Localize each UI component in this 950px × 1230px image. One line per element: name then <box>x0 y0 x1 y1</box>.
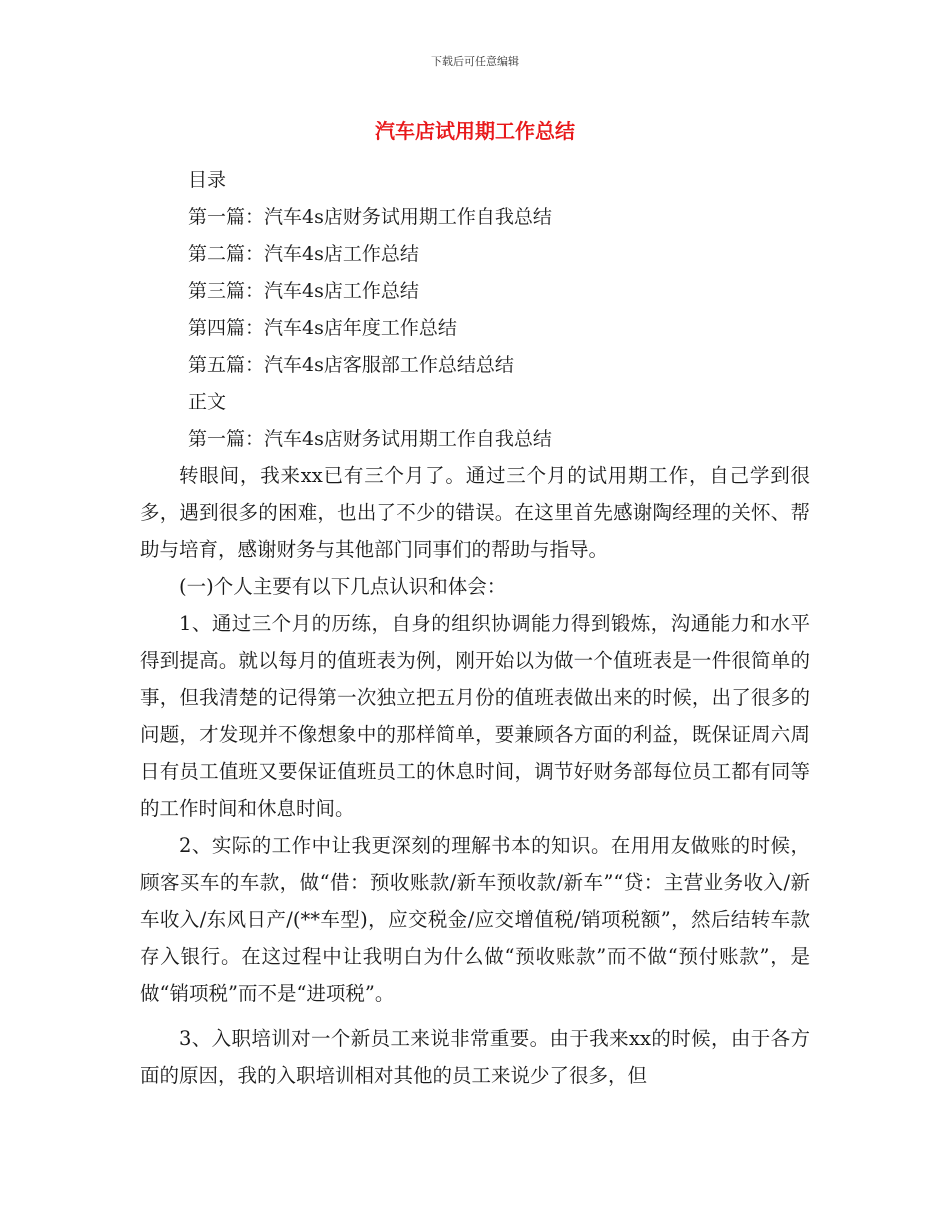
toc-item: 第二篇：汽车4s店工作总结 <box>188 243 419 265</box>
body-heading: 正文 <box>188 391 227 413</box>
toc-item: 第四篇：汽车4s店年度工作总结 <box>188 317 457 339</box>
toc-heading: 目录 <box>188 169 227 191</box>
toc-item: 第一篇：汽车4s店财务试用期工作自我总结 <box>188 206 552 228</box>
article-body <box>140 457 810 1094</box>
toc-item: 第三篇：汽车4s店工作总结 <box>188 280 419 302</box>
table-of-contents <box>188 162 552 458</box>
article-heading: 第一篇：汽车4s店财务试用期工作自我总结 <box>188 428 552 450</box>
paragraph: 3、入职培训对一个新员工来说非常重要。由于我来xx的时候，由于各方面的原因，我的入职培训相对其他的员工来说少了很多，但 <box>140 1027 810 1087</box>
document-title: 汽车店试用期工作总结 <box>375 119 575 143</box>
toc-item: 第五篇：汽车4s店客服部工作总结总结 <box>188 354 514 376</box>
paragraph: (一)个人主要有以下几点认识和体会： <box>179 575 507 598</box>
paragraph: 转眼间，我来xx已有三个月了。通过三个月的试用期工作，自己学到很多，遇到很多的困难，也出了不少的错误。在这里首先感谢陶经理的关怀、帮助与培育，感谢财务与其他部门同事们的帮助与指导。 <box>140 464 810 561</box>
header-note: 下载后可任意编辑 <box>431 55 519 68</box>
paragraph: 1、通过三个月的历练，自身的组织协调能力得到锻炼，沟通能力和水平得到提高。就以每月的值班表为例，刚开始以为做一个值班表是一件很简单的事，但我清楚的记得第一次独立把五月份的值班表做出来的时候，出了很多的问题，才发现并不像想象中的那样简单，要兼顾各方面的利益，既保证周六周日有员工值班又要保证值班员工的休息时间，调节好财务部每位员工都有同等的工作时间和休息时间。 <box>140 612 810 820</box>
paragraph: 2、实际的工作中让我更深刻的理解书本的知识。在用用友做账的时候，顾客买车的车款，做“借：预收账款/新车预收款/新车”“贷：主营业务收入/新车收入/东风日产/(**车型)，应交税金/应交增值税/销项税额”，然后结转车款存入银行。在这过程中让我明白为什么做“预收账款”而不做“预付账款”，是做“销项税”而不是“进项税”。 <box>140 834 810 1005</box>
